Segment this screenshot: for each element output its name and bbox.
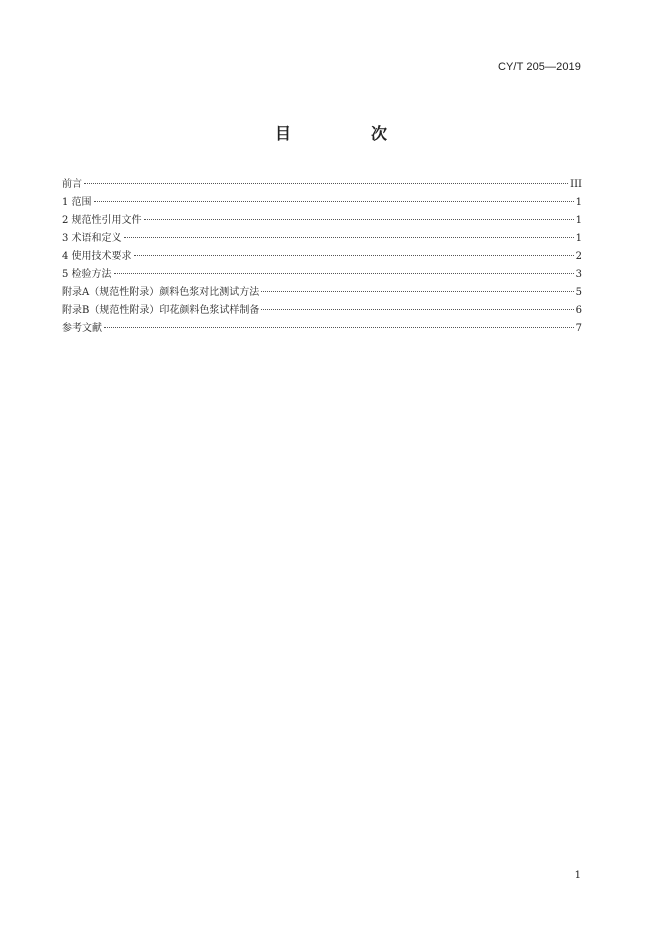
toc-entry-label: 前言 [62,179,82,190]
toc-entry-foreword[interactable] [62,176,582,194]
toc-entry-annex-b[interactable] [62,302,582,320]
toc-entry-page: 1 [575,197,582,208]
toc-entry-terms-definitions[interactable] [62,230,582,248]
toc-entry-label: 1 范围 [62,197,92,208]
toc-dot-leader [84,183,568,184]
toc-entry-page: 5 [575,287,582,298]
document-code: CY/T 205—2019 [497,61,581,73]
toc-dot-leader [114,273,574,274]
table-of-contents [62,176,582,338]
toc-dot-leader [124,237,574,238]
toc-entry-label: 5 检验方法 [62,269,112,280]
toc-entry-page: 3 [575,269,582,280]
toc-entry-page: 6 [575,305,582,316]
toc-dot-leader [134,255,574,256]
toc-entry-page: 1 [575,215,582,226]
toc-entry-label: 3 术语和定义 [62,233,122,244]
toc-entry-scope[interactable] [62,194,582,212]
toc-entry-label: 2 规范性引用文件 [62,215,142,226]
toc-dot-leader [261,291,573,292]
toc-entry-label: 附录A（规范性附录）颜料色浆对比测试方法 [62,287,260,298]
toc-entry-label: 附录B（规范性附录）印花颜料色浆试样制备 [62,305,260,316]
toc-dot-leader [261,309,573,310]
toc-entry-bibliography[interactable] [62,320,582,338]
toc-entry-page: 7 [575,323,582,334]
toc-entry-annex-a[interactable] [62,284,582,302]
page-number: 1 [574,870,581,881]
toc-dot-leader [94,201,574,202]
toc-entry-technical-requirements[interactable] [62,248,582,266]
toc-entry-page: 1 [575,233,582,244]
toc-dot-leader [104,327,574,328]
toc-entry-page: III [570,179,582,190]
toc-entry-label: 参考文献 [62,323,102,334]
toc-entry-label: 4 使用技术要求 [62,251,132,262]
toc-entry-page: 2 [575,251,582,262]
toc-entry-normative-references[interactable] [62,212,582,230]
toc-dot-leader [144,219,574,220]
page-title: 目 次 [274,124,419,143]
toc-entry-test-methods[interactable] [62,266,582,284]
